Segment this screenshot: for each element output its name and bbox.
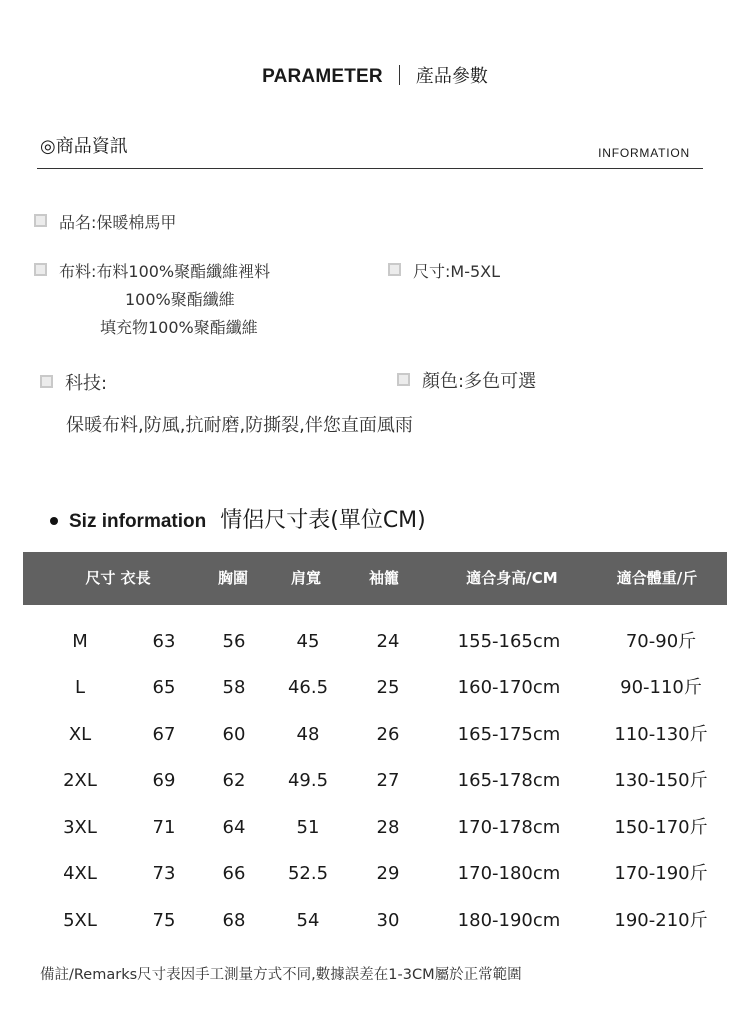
table-row [0,766,750,796]
spec-fabric-line3: 填充物100%聚酯纖維 [100,318,258,337]
section-divider [37,168,703,169]
table-cell: XL [68,724,92,745]
section-title: ◎商品資訊 [40,136,128,157]
table-cell: 90-110斤 [620,677,702,698]
spec-fabric-text: 布料:布料100%聚酯纖維裡料 [59,262,271,281]
dot-bullet-icon [50,517,58,525]
table-cell: 29 [376,863,400,884]
table-cell: 27 [376,770,400,791]
table-cell: 66 [222,863,246,884]
spec-color-text: 顏色:多色可選 [422,371,537,392]
size-heading-english: Siz information [69,511,207,532]
table-cell: 4XL [63,863,97,884]
table-row [0,627,750,657]
table-cell: 180-190cm [457,910,561,931]
square-bullet-icon [397,373,410,386]
table-cell: 62 [222,770,246,791]
table-cell: 49.5 [287,770,329,791]
table-cell: 46.5 [287,677,329,698]
table-cell: 69 [152,770,176,791]
table-cell: 160-170cm [457,677,561,698]
spec-tech-label: 科技: [65,373,108,394]
column-header: 適合身高/CM [466,569,558,587]
spec-fabric-line2: 100%聚酯纖維 [125,290,235,309]
size-section-heading [50,503,426,534]
spec-size [388,259,500,282]
spec-color [397,367,536,393]
table-cell: 155-165cm [457,631,561,652]
table-cell: L [74,677,86,698]
table-cell: 65 [152,677,176,698]
table-cell: M [72,631,88,652]
table-cell: 5XL [63,910,97,931]
table-row [0,906,750,936]
table-cell: 170-190斤 [614,863,708,884]
remark-note: 備註/Remarks尺寸表因手工測量方式不同,數據誤差在1-3CM屬於正常範圍 [40,967,522,983]
table-cell: 26 [376,724,400,745]
column-header: 適合體重/斤 [616,569,698,587]
spec-tech [40,369,107,395]
table-cell: 56 [222,631,246,652]
table-cell: 67 [152,724,176,745]
table-cell: 28 [376,817,400,838]
column-header: 胸圍 [217,569,249,587]
table-cell: 64 [222,817,246,838]
table-cell: 63 [152,631,176,652]
table-cell: 52.5 [287,863,329,884]
table-cell: 54 [296,910,320,931]
table-cell: 2XL [63,770,97,791]
table-cell: 110-130斤 [614,724,708,745]
square-bullet-icon [34,214,47,227]
table-cell: 58 [222,677,246,698]
spec-name-text: 品名:保暖棉馬甲 [59,213,177,232]
table-cell: 150-170斤 [614,817,708,838]
title-english: PARAMETER [262,66,383,87]
table-cell: 165-175cm [457,724,561,745]
table-cell: 75 [152,910,176,931]
table-cell: 51 [296,817,320,838]
column-header: 肩寬 [290,569,322,587]
square-bullet-icon [40,375,53,388]
square-bullet-icon [34,263,47,276]
table-cell: 25 [376,677,400,698]
table-row [0,720,750,750]
spec-fabric [34,259,270,282]
table-cell: 130-150斤 [614,770,708,791]
square-bullet-icon [388,263,401,276]
table-cell: 190-210斤 [614,910,708,931]
table-cell: 48 [296,724,320,745]
table-cell: 170-180cm [457,863,561,884]
table-row [0,859,750,889]
table-cell: 68 [222,910,246,931]
table-cell: 165-178cm [457,770,561,791]
table-row [0,813,750,843]
table-cell: 170-178cm [457,817,561,838]
table-cell: 24 [376,631,400,652]
table-cell: 73 [152,863,176,884]
title-chinese: 產品參數 [415,66,488,87]
size-heading-chinese: 情侶尺寸表(單位CM) [220,508,426,533]
table-cell: 3XL [63,817,97,838]
spec-size-text: 尺寸:M-5XL [413,262,501,281]
table-cell: 60 [222,724,246,745]
table-cell: 71 [152,817,176,838]
spec-name [34,210,176,233]
column-header: 袖籠 [368,569,400,587]
size-table-header [23,552,727,605]
table-cell: 45 [296,631,320,652]
column-header: 尺寸 衣長 [85,569,151,587]
title-divider [399,65,400,85]
section-tag: INFORMATION [598,146,690,160]
spec-tech-description: 保暖布料,防風,抗耐磨,防撕裂,伴您直面風雨 [66,415,413,436]
table-cell: 30 [376,910,400,931]
page-title [0,62,750,88]
table-cell: 70-90斤 [625,631,697,652]
table-row [0,673,750,703]
